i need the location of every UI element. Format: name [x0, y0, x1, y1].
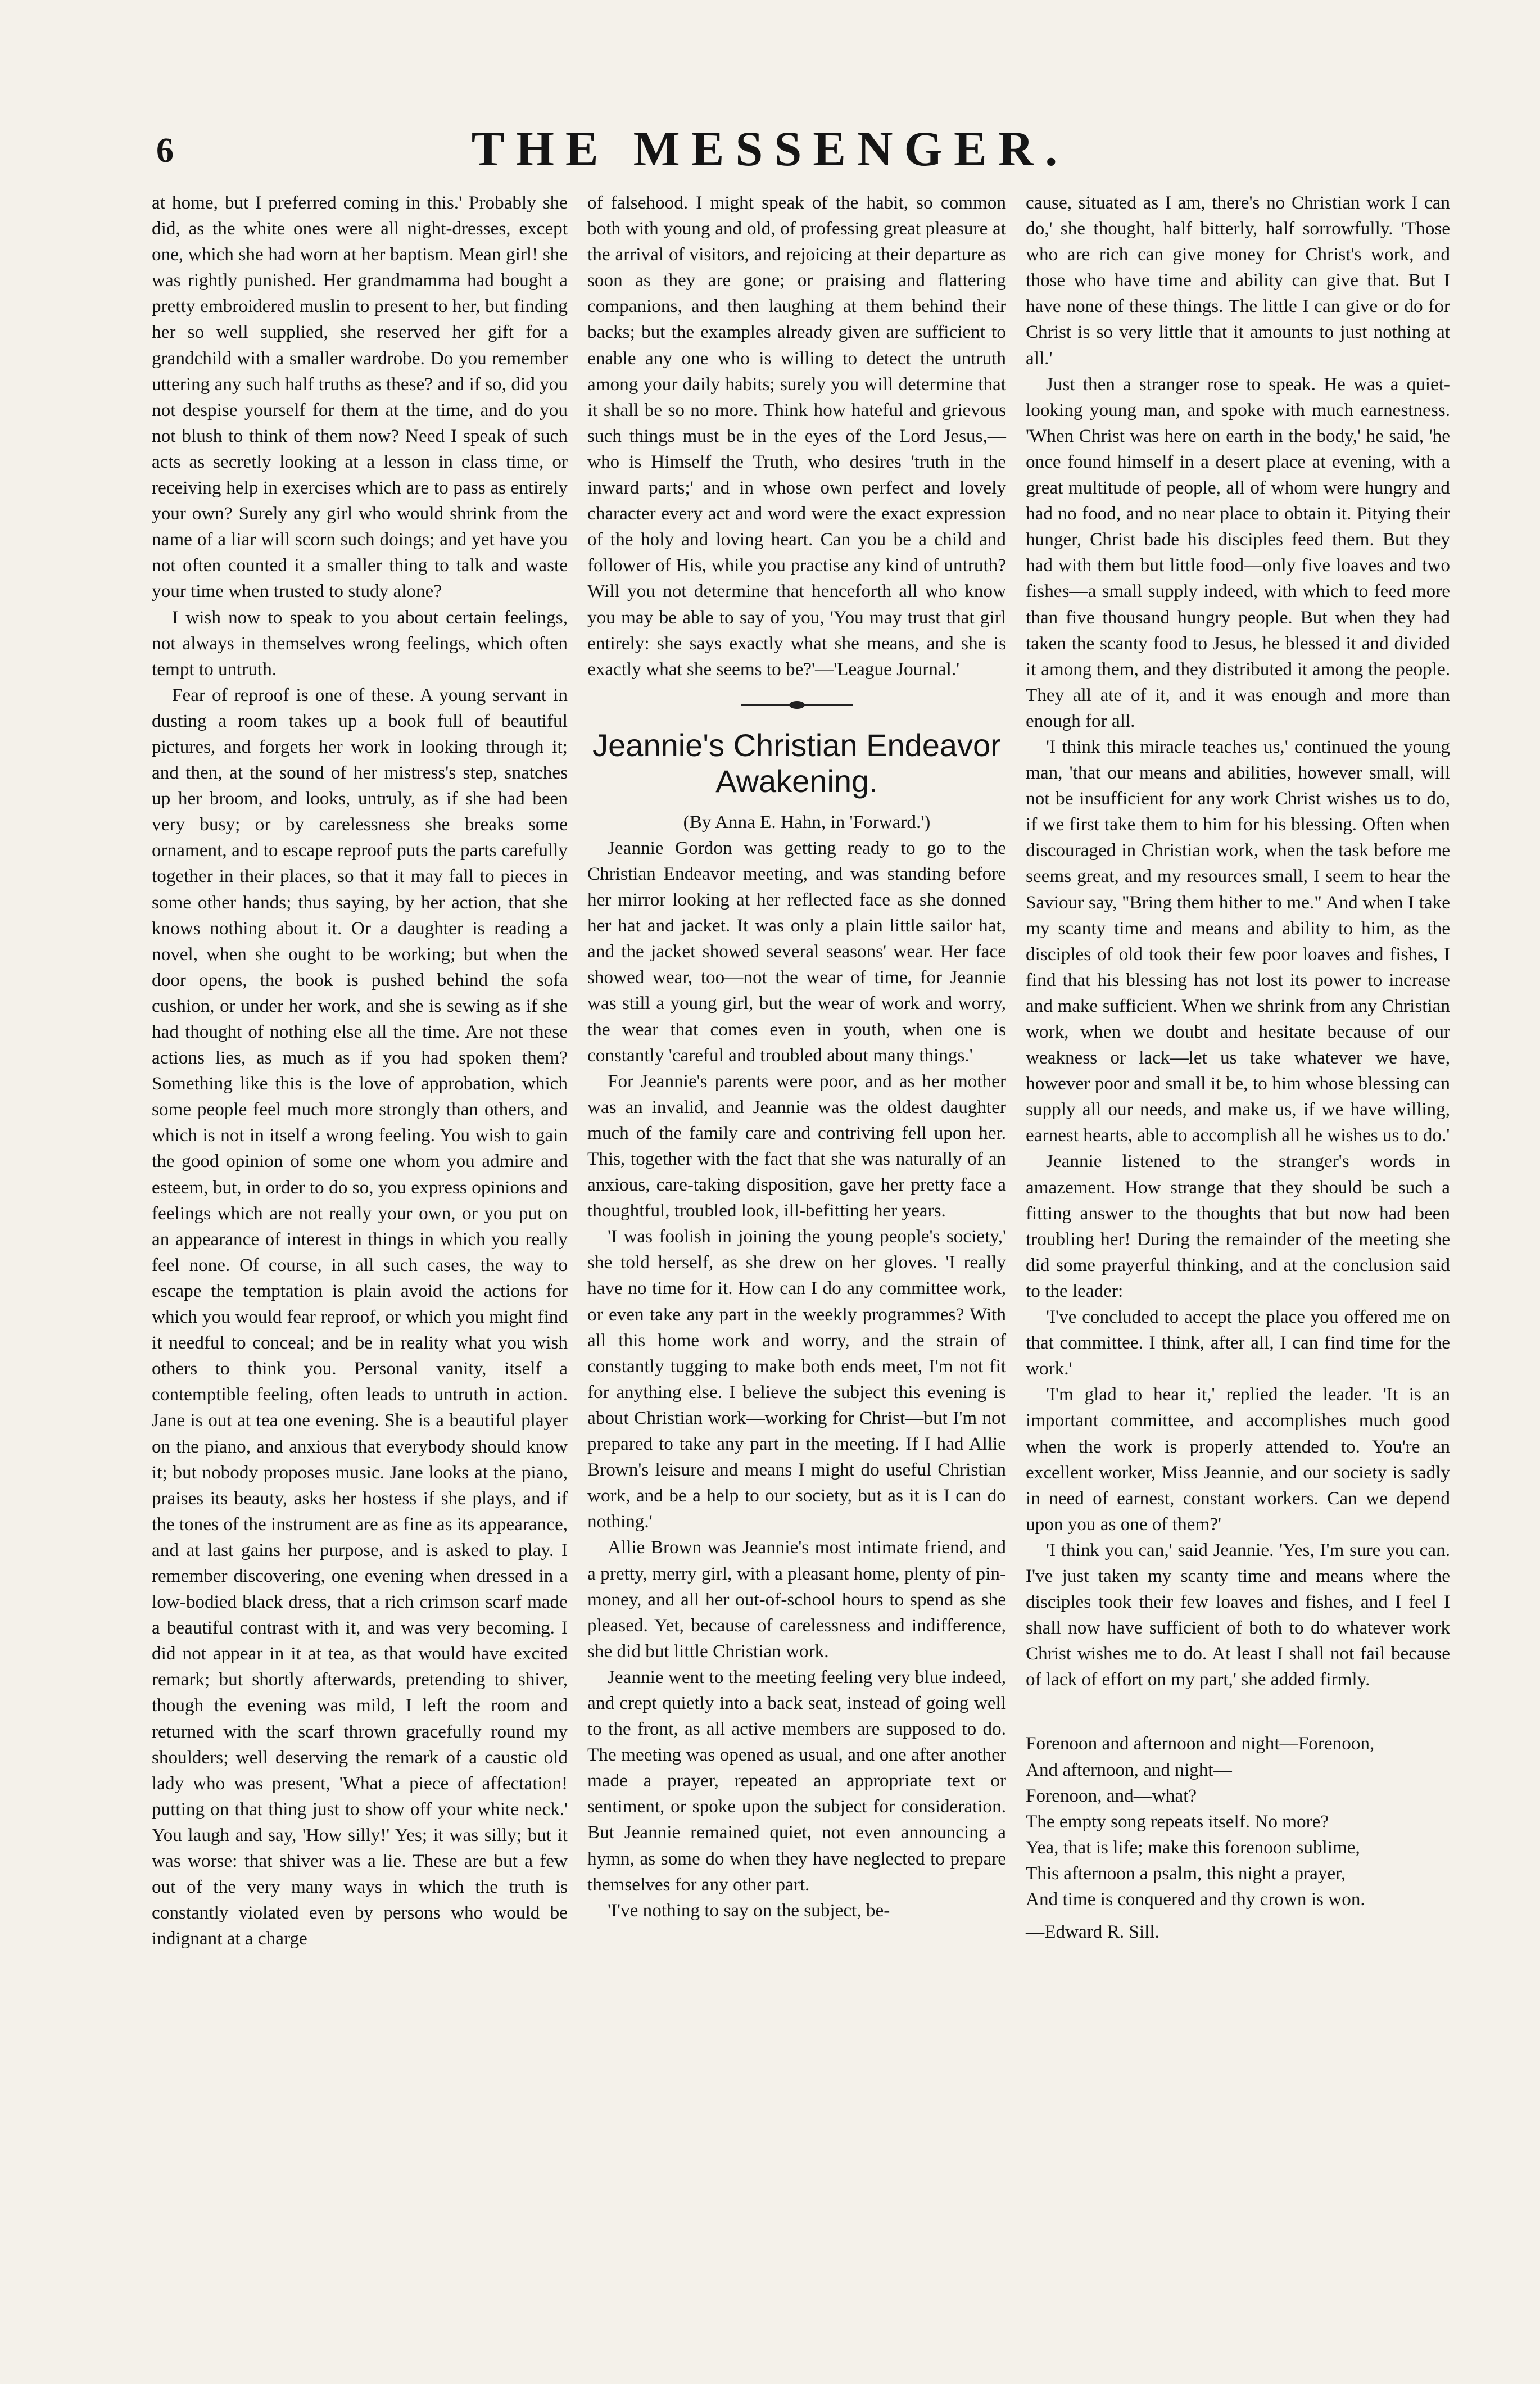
- paragraph: Fear of reproof is one of these. A young servant in dusting a room takes up a book full of beautiful pictures, and forgets her work in looking through it; and then, at the sound of her mistress's step, snatches up her broom, and looks, untruly, as if she had been very busy; or by carelessness she breaks some ornament, and to escape reproof puts the parts carefully together in their places, so that it may fall to pieces in some other hands; thus saying, by her action, that she knows nothing about it. Or a daughter is reading a novel, when she ought to be working; but when the door opens, the book is pushed behind the sofa cushion, or under her work, and she is sewing as if she had thought of nothing else all the time. Are not these actions lies, as much as if you had spoken them? Something like this is the love of approbation, which some people feel much more strongly than others, and which is not in itself a wrong feeling. You wish to gain the good opinion of some one whom you admire and esteem, but, in order to do so, you express opinions and feelings which are not really your own, or you put on an appearance of interest in things in which you really feel none. Of course, in all such cases, the way to escape the temptation is plain avoid the actions for which you would fear reproof, or which you might find it needful to conceal; and be in reality what you wish others to think you. Personal vanity, itself a contemptible feeling, often leads to untruth in action. Jane is out at tea one evening. She is a beautiful player on the piano, and anxious that everybody should know it; but nobody proposes music. Jane looks at the piano, praises its beauty, asks her hostess if she plays, and if the tones of the instrument are as fine as its appearance, and at last gains her purpose, and is asked to play. I remember discovering, one evening when dressed in a low-bodied black dress, that a rich crimson scarf made a beautiful contrast with it, and was very becoming. I did not appear in it at tea, as that would have excited remark; but shortly afterwards, pretending to shiver, though the evening was mild, I left the room and returned with the scarf thrown gracefully round my shoulders; well deserving the remark of a caustic old lady who was present, 'What a piece of affectation! putting on that thing just to show off your white neck.' You laugh and say, 'How silly!' Yes; it was silly; but it was worse: that shiver was a lie. These are but a few out of the very many ways in which the truth is constantly violated even by persons who would be indignant at a charge: [152, 684, 568, 1949]
- paragraph: 'I've nothing to say on the subject, be-: [608, 1899, 890, 1921]
- page-header: [0, 121, 1540, 188]
- column-1: [152, 190, 568, 1952]
- paragraph: 'I've concluded to accept the place you offered me on that committee. I think, after all, I can find time for the work.': [1026, 1306, 1450, 1379]
- paragraph: 'I think this miracle teaches us,' continued the young man, 'that our means and abilities, however small, will not be insufficient for any work Christ wishes us to do, if we first take them to him for his blessing. Often when discouraged in Christian work, when the task before me seems great, and my resources small, I seem to hear the Saviour say, "Bring them hither to me." And when I take my scanty time and means and ability to him, as the disciples of old took their few poor loaves and fishes, I find that his blessing has not lost its power to increase and make sufficient. When we shrink from any Christian work, when we doubt and hesitate because of our weakness or lack—let us take whatever we have, however poor and small it be, to him whose blessing can supply all our needs, and make us, if we have willing, earnest hearts, able to accomplish all he wishes us to do.': [1026, 736, 1450, 1146]
- paragraph: cause, situated as I am, there's no Christian work I can do,' she thought, half bitterly, half sorrowfully. 'Those who are rich can give money for Christ's work, and those who have time and ability can give that. But I have none of these things. The little I can give or do for Christ is so very little that it amounts to just nothing at all.': [1026, 192, 1450, 369]
- paragraph: of falsehood. I might speak of the habit, so common both with young and old, of professing great pleasure at the arrival of visitors, and rejoicing at their departure as soon as they are gone; or praising and flattering companions, and then laughing at them behind their backs; but the examples already given are sufficient to enable any one who is willing to detect the untruth among your daily habits; surely you will determine that it shall be so no more. Think how hateful and grievous such things must be in the eyes of the Lord Jesus,—who is Himself the Truth, who desires 'truth in the inward parts;' and in whose own perfect and lovely character every act and word were the exact expression of the holy and loving heart. Can you be a child and follower of His, while you practise any kind of untruth? Will you not determine that henceforth all who know you may be able to say of you, 'You may trust that girl entirely: she says exactly what she means, and she is exactly what she seems to be?'—'League Journal.': [587, 192, 1006, 680]
- poem-author: —Edward R. Sill.: [1026, 1921, 1159, 1943]
- paragraph: Allie Brown was Jeannie's most intimate friend, and a pretty, merry girl, with a pleasant home, plenty of pin-money, and all her out-of-school hours to spend as she pleased. Yet, because of carelessness and indifference, she did but little Christian work.: [587, 1537, 1006, 1662]
- poem-line: Forenoon and afternoon and night—Forenoon,: [1026, 1733, 1375, 1754]
- masthead-title: THE MESSENGER.: [471, 122, 1069, 177]
- poem-line: The empty song repeats itself. No more?: [1026, 1811, 1329, 1832]
- paragraph: Jeannie Gordon was getting ready to go to the Christian Endeavor meeting, and was standing before her mirror looking at her reflected face as she donned her hat and jacket. It was only a plain little sailor hat, and the jacket showed several seasons' wear. Her face showed wear, too—not the wear of time, for Jeannie was still a young girl, but the wear of work and worry, the wear that comes even in youth, when one is constantly 'careful and troubled about many things.': [587, 837, 1006, 1066]
- poem-line: Forenoon, and—what?: [1026, 1785, 1197, 1806]
- poem-line: Yea, that is life; make this forenoon sublime,: [1026, 1836, 1360, 1858]
- paragraph: 'I was foolish in joining the young people's society,' she told herself, as she drew on her gloves. 'I really have no time for it. How can I do any committee work, or even take any part in the weekly programmes? With all this home work and worry, and the strain of constantly tugging to make both ends meet, I'm not fit for anything else. I believe the subject this evening is about Christian work—working for Christ—but I'm not prepared to take any part in the meeting. If I had Allie Brown's leisure and means I might do useful Christian work, and be a help to our society, but as it is I can do nothing.': [587, 1226, 1006, 1532]
- section-divider: [741, 704, 853, 706]
- column-3: [1026, 190, 1450, 1945]
- poem-line: And afternoon, and night—: [1026, 1759, 1232, 1780]
- paragraph: I wish now to speak to you about certain feelings, not always in themselves wrong feelings, which often tempt to untruth.: [152, 607, 568, 680]
- paragraph: at home, but I preferred coming in this.' Probably she did, as the white ones were all night-dresses, except one, which she had worn at her baptism. Mean girl! she was rightly punished. Her grandmamma had bought a pretty embroidered muslin to present to her, but finding her so well supplied, she reserved her gift for a grandchild with a smaller wardrobe. Do you remember uttering any such half truths as these? and if so, did you not despise yourself for them at the time, and do you not blush to think of them now? Need I speak of such acts as secretly looking at a lesson in class time, or receiving help in exercises which are to pass as entirely your own? Surely any girl who would shrink from the name of a liar will scorn such doings; and yet have you not often counted it a smaller thing to talk and waste your time when trusted to study alone?: [152, 192, 568, 602]
- paragraph: Jeannie went to the meeting feeling very blue indeed, and crept quietly into a back seat, instead of going well to the front, as all active members are supposed to do. The meeting was opened as usual, and one after another made a prayer, repeated an appropriate text or sentiment, or spoke upon the subject for consideration. But Jeannie remained quiet, not even announcing a hymn, as some do when they have neglected to prepare themselves for any other part.: [587, 1666, 1006, 1895]
- poem-line: And time is conquered and thy crown is won.: [1026, 1889, 1365, 1910]
- article-title: Jeannie's Christian Endeavor Awakening.: [592, 727, 1001, 799]
- paragraph: Just then a stranger rose to speak. He was a quiet-looking young man, and spoke with much earnestness. 'When Christ was here on earth in the body,' he said, 'he once found himself in a desert place at evening, with a great multitude of people, all of whom were hungry and had no food, and no near place to obtain it. Pitying their hunger, Christ bade his disciples feed them. But they had with them but little food—only five loaves and two fishes—a small supply indeed, with which to feed more than five thousand hungry people. But when they had taken the scanty food to Jesus, he blessed it and divided it among them, and they distributed it among the people. They all ate of it, and it was enough and more than enough for all.: [1026, 373, 1450, 731]
- poem-line: This afternoon a psalm, this night a prayer,: [1026, 1862, 1346, 1884]
- column-2: [587, 190, 1006, 1924]
- paragraph: 'I'm glad to hear it,' replied the leader. 'It is an important committee, and accomplishes much good when the work is properly attended to. You're an excellent worker, Miss Jeannie, and our society is sadly in need of earnest, constant workers. Can we depend upon you as one of them?': [1026, 1384, 1450, 1535]
- paragraph: 'I think you can,' said Jeannie. 'Yes, I'm sure you can. I've just taken my scanty time and means where the disciples took their few loaves and fishes, and I feel I shall now have sufficient of both to do whatever work Christ wishes me to do. At least I shall not fail because of lack of effort on my part,' she added firmly.: [1026, 1539, 1450, 1690]
- poem: [1026, 1731, 1450, 1945]
- page-number: 6: [156, 132, 174, 170]
- paragraph: For Jeannie's parents were poor, and as her mother was an invalid, and Jeannie was the oldest daughter much of the family care and contriving fell upon her. This, together with the fact that she was naturally of an anxious, care-taking disposition, gave her pretty face a thoughtful, troubled look, ill-befitting her years.: [587, 1070, 1006, 1222]
- paragraph: Jeannie listened to the stranger's words in amazement. How strange that they should be such a fitting answer to the thoughts that but now had been troubling her! During the remainder of the meeting she did some prayerful thinking, and at the conclusion said to the leader:: [1026, 1151, 1450, 1301]
- article-byline: (By Anna E. Hahn, in 'Forward.'): [683, 811, 931, 833]
